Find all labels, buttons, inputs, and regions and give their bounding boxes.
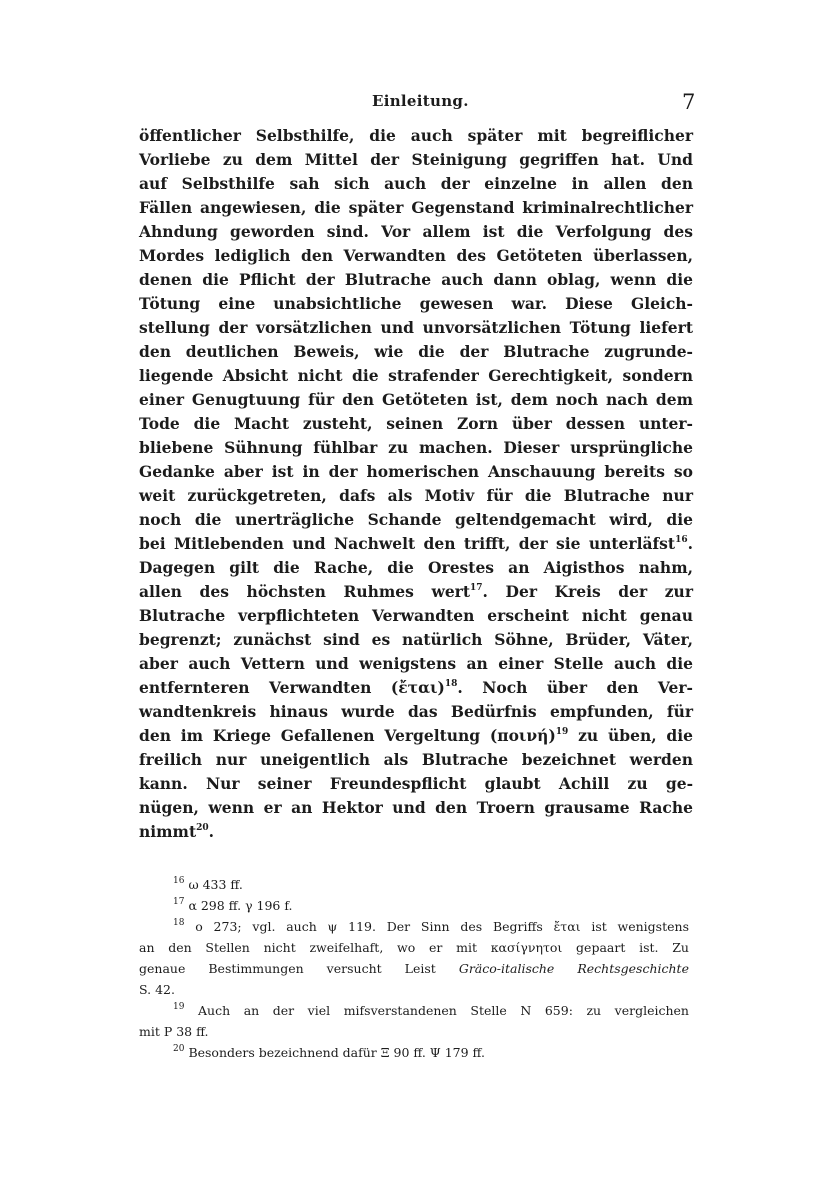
text-line: Mordes lediglich den Verwandten des Getöteten überlassen, xyxy=(139,246,693,265)
text-span: . Noch über den Ver- xyxy=(457,678,693,697)
text-line xyxy=(139,724,693,748)
book-title: Gräco-italische Rechtsgeschichte xyxy=(458,961,689,976)
footnote-text-line: S. 42. xyxy=(139,982,175,997)
text-line: Blutrache verpflichteten Verwandten erscheint nicht genau xyxy=(139,606,693,625)
footnote-ref[interactable]: 19 xyxy=(555,726,569,737)
footnote-number: 19 xyxy=(173,1001,185,1012)
text-line: bliebene Sühnung fühlbar zu machen. Dieser ursprüngliche xyxy=(139,438,693,457)
text-line: freilich nur uneigentlich als Blutrache bezeichnet werden xyxy=(139,750,693,769)
text-line: Dagegen gilt die Rache, die Orestes an Aigisthos nahm, xyxy=(139,558,693,577)
text-span: . Der Kreis der zur xyxy=(482,582,693,601)
text-line: Fällen angewiesen, die später Gegenstand kriminalrechtlicher xyxy=(139,198,693,217)
footnote-text: Besonders bezeichnend dafür Ξ 90 ff. Ψ 179 ff. xyxy=(188,1045,485,1060)
text-line: auf Selbsthilfe sah sich auch der einzelne in allen den xyxy=(139,174,693,193)
text-line xyxy=(139,676,693,700)
text-line xyxy=(139,820,693,844)
text-line: noch die unerträgliche Schande geltendgemacht wird, die xyxy=(139,510,693,529)
footnote-text: ο 273; vgl. auch ψ 119. Der Sinn des Begriffs ἔται ist wenigstens xyxy=(195,919,689,934)
text-line: begrenzt; zunächst sind es natürlich Söhne, Brüder, Väter, xyxy=(139,630,693,649)
text-line: denen die Pflicht der Blutrache auch dann oblag, wenn die xyxy=(139,270,693,289)
footnote-number: 18 xyxy=(173,917,185,928)
text-line: wandtenkreis hinaus wurde das Bedürfnis empfunden, für xyxy=(139,702,693,721)
text-line: liegende Absicht nicht die strafender Gerechtigkeit, sondern xyxy=(139,366,693,385)
footnote-text: Auch an der viel mifsverstandenen Stelle Ν 659: zu vergleichen xyxy=(198,1003,689,1018)
footnotes xyxy=(139,874,689,1063)
text-line: Ahndung geworden sind. Vor allem ist die Verfolgung des xyxy=(139,222,693,241)
footnote-ref[interactable]: 18 xyxy=(444,678,458,689)
text-span: allen des höchsten Ruhmes wert xyxy=(139,582,471,601)
chapter-title: Einleitung. xyxy=(372,92,469,110)
footnote-ref[interactable]: 16 xyxy=(675,534,688,545)
text-span: entfernteren Verwandten (ἔται) xyxy=(139,678,445,697)
text-line: weit zurückgetreten, dafs als Motiv für die Blutrache nur xyxy=(139,486,693,505)
footnote-text-line: an den Stellen nicht zweifelhaft, wo er mit κασίγνητοι gepaart ist. Zu xyxy=(139,940,689,955)
text-line: stellung der vorsätzlichen und unvorsätzlichen Tötung liefert xyxy=(139,318,693,337)
footnote-19 xyxy=(139,1000,689,1021)
text-line: kann. Nur seiner Freundespflicht glaubt Achill zu ge- xyxy=(139,774,693,793)
text-span: bei Mitlebenden und Nachwelt den trifft, der sie unterläfst xyxy=(139,534,676,553)
text-span: . xyxy=(208,822,215,841)
body-text xyxy=(139,124,693,844)
text-line: einer Genugtuung für den Getöteten ist, dem noch nach dem xyxy=(139,390,693,409)
footnote-16 xyxy=(139,874,689,895)
text-line: Gedanke aber ist in der homerischen Anschauung bereits so xyxy=(139,462,693,481)
footnote-20 xyxy=(139,1042,689,1063)
footnote-ref[interactable]: 17 xyxy=(470,582,483,593)
footnote-number: 17 xyxy=(173,896,185,907)
page-number: 7 xyxy=(682,90,696,114)
footnote-text-line: mit Ρ 38 ff. xyxy=(139,1024,209,1039)
footnote-text-line xyxy=(139,958,689,979)
text-line xyxy=(139,580,693,604)
text-line: aber auch Vettern und wenigstens an einer Stelle auch die xyxy=(139,654,693,673)
footnote-text: ω 433 ff. xyxy=(188,877,243,892)
footnote-number: 20 xyxy=(173,1043,185,1054)
text-span: den im Kriege Gefallenen Vergeltung (ποινή) xyxy=(139,726,556,745)
text-line: Tötung eine unabsichtliche gewesen war. Diese Gleich- xyxy=(139,294,693,313)
text-line: Tode die Macht zusteht, seinen Zorn über dessen unter- xyxy=(139,414,693,433)
footnote-17 xyxy=(139,895,689,916)
footnote-text: α 298 ff. γ 196 f. xyxy=(188,898,293,913)
text-line xyxy=(139,532,693,556)
text-line: den deutlichen Beweis, wie die der Blutrache zugrunde- xyxy=(139,342,693,361)
footnote-number: 16 xyxy=(173,875,185,886)
footnote-ref[interactable]: 20 xyxy=(196,822,209,833)
text-span: zu üben, die xyxy=(568,726,693,745)
running-head xyxy=(0,92,840,112)
footnote-18 xyxy=(139,916,689,937)
text-line: nügen, wenn er an Hektor und den Troern grausame Rache xyxy=(139,798,693,817)
text-span: nimmt xyxy=(139,822,197,841)
text-span: . xyxy=(687,534,693,553)
footnote-text: genaue Bestimmungen versucht Leist xyxy=(139,961,459,976)
text-line: Vorliebe zu dem Mittel der Steinigung gegriffen hat. Und xyxy=(139,150,693,169)
text-line: öffentlicher Selbsthilfe, die auch später mit begreiflicher xyxy=(139,126,693,145)
